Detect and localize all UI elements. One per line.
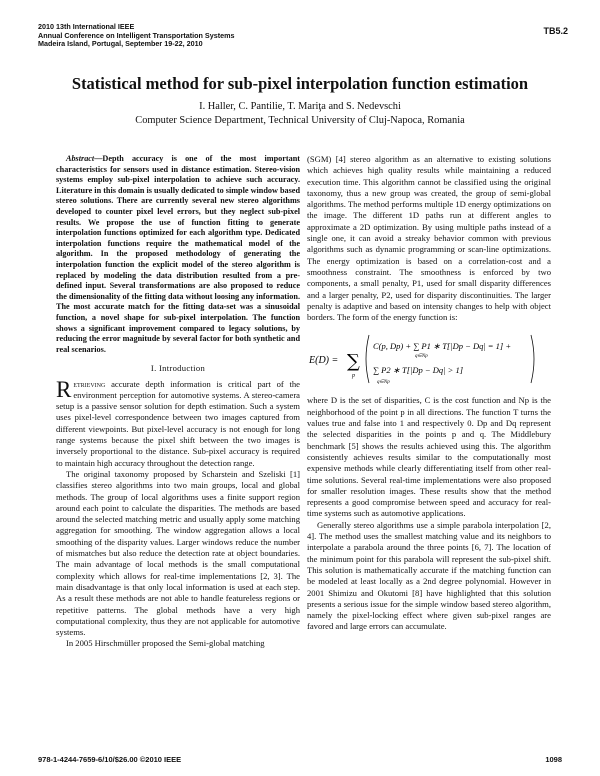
equation-neighborhood-index-2: q∈Np bbox=[377, 380, 390, 386]
session-tag: TB5.2 bbox=[543, 26, 568, 36]
intro-paragraph-1-text: accurate depth information is critical part of the environment perception for automotive systems. A stereo-camera setup is a passive sensor solution for depth estimation. Such a system uses pixel-level correspondence between two images captured from different viewpoints. But pixel-level accuracy is not enough for long range systems because the pixel shift between the two images is inversely proportional to the distance. Sub-pixel accuracy is required to maintain high accuracy throughout the detection range. bbox=[56, 378, 300, 468]
conference-header bbox=[38, 23, 568, 49]
abstract-text: —Depth accuracy is one of the most important characteristics for sensors used in distance estimation. Stereo-vision systems employ sub-pixel interpolation to achieve such accuracy. Literature in this domain is usually dedicated to simple window based stereo solutions. There are currently several new stereo algorithms developed to counter pixel level errors, but they neglect sub-pixel results. We propose the use of function fitting to generate interpolation functions optimized for each algorithm type. Dedicated interpolation functions require the mathematical model of the algorithm. In the proposed methodology of generating the interpolation function the explicit model of the stereo algorithm is replaced by modeling the data distribution resulted from a pre-defined input. Several transformations are also proposed to reduce the dimensionality of the fitting data without loosing any information. The most accurate match for the fitting data-set was a sinusoidal function, a novel shape for sub-pixel interpolation. The function shows a significant improvement compared to legacy solutions, by reducing the error magnitude by several factor for both synthetic and real scenarios. bbox=[56, 154, 300, 354]
equation-term-1: C(p, Dp) + ∑ P1 ∗ T[|Dp − Dq| = 1] + bbox=[373, 341, 512, 352]
intro-first-word: etrieving bbox=[73, 378, 106, 389]
paper-title: Statistical method for sub-pixel interpolation function estimation bbox=[71, 74, 529, 93]
equation-term-2: ∑ P2 ∗ T[|Dp − Dq| > 1] bbox=[373, 365, 464, 376]
footer-page-number: 1098 bbox=[545, 755, 562, 764]
energy-equation-graphic bbox=[307, 327, 551, 391]
paper-authors: I. Haller, C. Pantilie, T. Mariţa and S. Nedevschi bbox=[199, 101, 401, 112]
intro-paragraph-3: In 2005 Hirschmüller proposed the Semi-global matching bbox=[66, 638, 265, 649]
equation-neighborhood-index: q∈Np bbox=[415, 354, 428, 360]
equation-left-brace bbox=[366, 335, 369, 383]
right-paragraph-1: (SGM) [4] stereo algorithm as an alternative to existing solutions which achieves high quality results while maintaining a reduced execution time. This algorithm cannot be classified using the original taxonomy, thus a new group was created, the group of semi-global algorithms. The method performs multiple 1D energy optimizations on the image. The different 1D paths run at different angles to approximate a 2D optimization. By using multiple paths instead of a single one, it can avoid a streaky behavior common with previous algorithms such as dynamic programming or scan-line optimizations. The energy optimization is based on a correlation-cost and a smoothness constraint. The smoothness is enforced by two components, a small penalty, P1, used for small disparity differences and a larger penalty, P2, used for disparity discontinuities. The larger penalty is adaptive and based on intensity changes to help with object borders. The form of the energy function is: bbox=[307, 154, 551, 323]
right-paragraph-2: where D is the set of disparities, C is the cost function and Np is the neighborhood of the point p in all directions. The function T turns the values true and false into 1 and respectively 0. Dp and Dq represent the selected disparities in the points p and q. The Middlebury benchmark [5] shows the results achieved using this. The algorithm consistently achieves results similar to the computationally most expensive methods while clearly differentiating itself from other real-time solutions. Several real-time implementations were also proposed for smaller resolution images. These results show that the method represents a good compromise between speed and accuracy for real-time systems such as automotive applications. bbox=[307, 395, 551, 519]
header-line-2: Annual Conference on Intelligent Transportation Systems bbox=[38, 30, 235, 40]
right-column bbox=[307, 154, 551, 633]
equation-sum: ∑ bbox=[347, 351, 360, 373]
paper-affiliation: Computer Science Department, Technical University of Cluj-Napoca, Romania bbox=[135, 115, 465, 126]
intro-paragraph-2: The original taxonomy proposed by Scharstein and Szeliski [1] classifies stereo algorithms into two main groups, local and global methods. The group of local algorithms uses a finite support region around each point to calculate the disparities. The methods are based around the selected matching metric and usually apply some matching aggregation for smoothing. The window aggregation allows a local smoothing of the disparity values. Larger windows reduce the number of mismatches but also reduce the detection rate at object boundaries. The main advantage of local methods is the small computational complexity which allows for real-time implementations [2, 3]. The main disadvantage is that only local information is used at each step. As a result these methods are not able to handle featureless regions or repetitive patterns. The global methods have a very high computational complexity, thus they are not applicable for automotive systems. bbox=[56, 468, 300, 638]
equation-sum-index: p bbox=[352, 373, 355, 380]
energy-equation bbox=[307, 327, 551, 391]
abstract bbox=[56, 154, 300, 355]
header-line-3: Madeira Island, Portugal, September 19-22, 2010 bbox=[38, 39, 203, 49]
equation-right-brace bbox=[531, 335, 534, 383]
section-heading-introduction: I. Introduction bbox=[150, 363, 206, 374]
header-line-1: 2010 13th International IEEE bbox=[38, 22, 135, 31]
drop-cap: R bbox=[56, 376, 72, 402]
equation-lhs: E(D) = bbox=[309, 355, 339, 367]
footer-isbn: 978-1-4244-7659-6/10/$26.00 ©2010 IEEE bbox=[38, 755, 182, 764]
left-column bbox=[56, 154, 300, 650]
intro-paragraph-1 bbox=[56, 376, 300, 469]
right-paragraph-3: Generally stereo algorithms use a simple parabola interpolation [2, 4]. The method uses the smallest matching value and its neighbors to interpolate a parabola around the three points [6, 7]. The location of the minimum point for this parabola will represent the sub-pixel shift. This solution is mathematically accurate if the matching function can be modeled at least locally as a 2nd degree polynomial. However in 2001 Shimizu and Okutomi [8] have highlighted that this solution presents a serious issue for the simple window based stereo algorithm, namely the pixel-locking effect where given sub-pixel ranges are favored and large errors can accumulate. bbox=[307, 519, 551, 632]
abstract-lead: Abstract bbox=[66, 154, 95, 163]
